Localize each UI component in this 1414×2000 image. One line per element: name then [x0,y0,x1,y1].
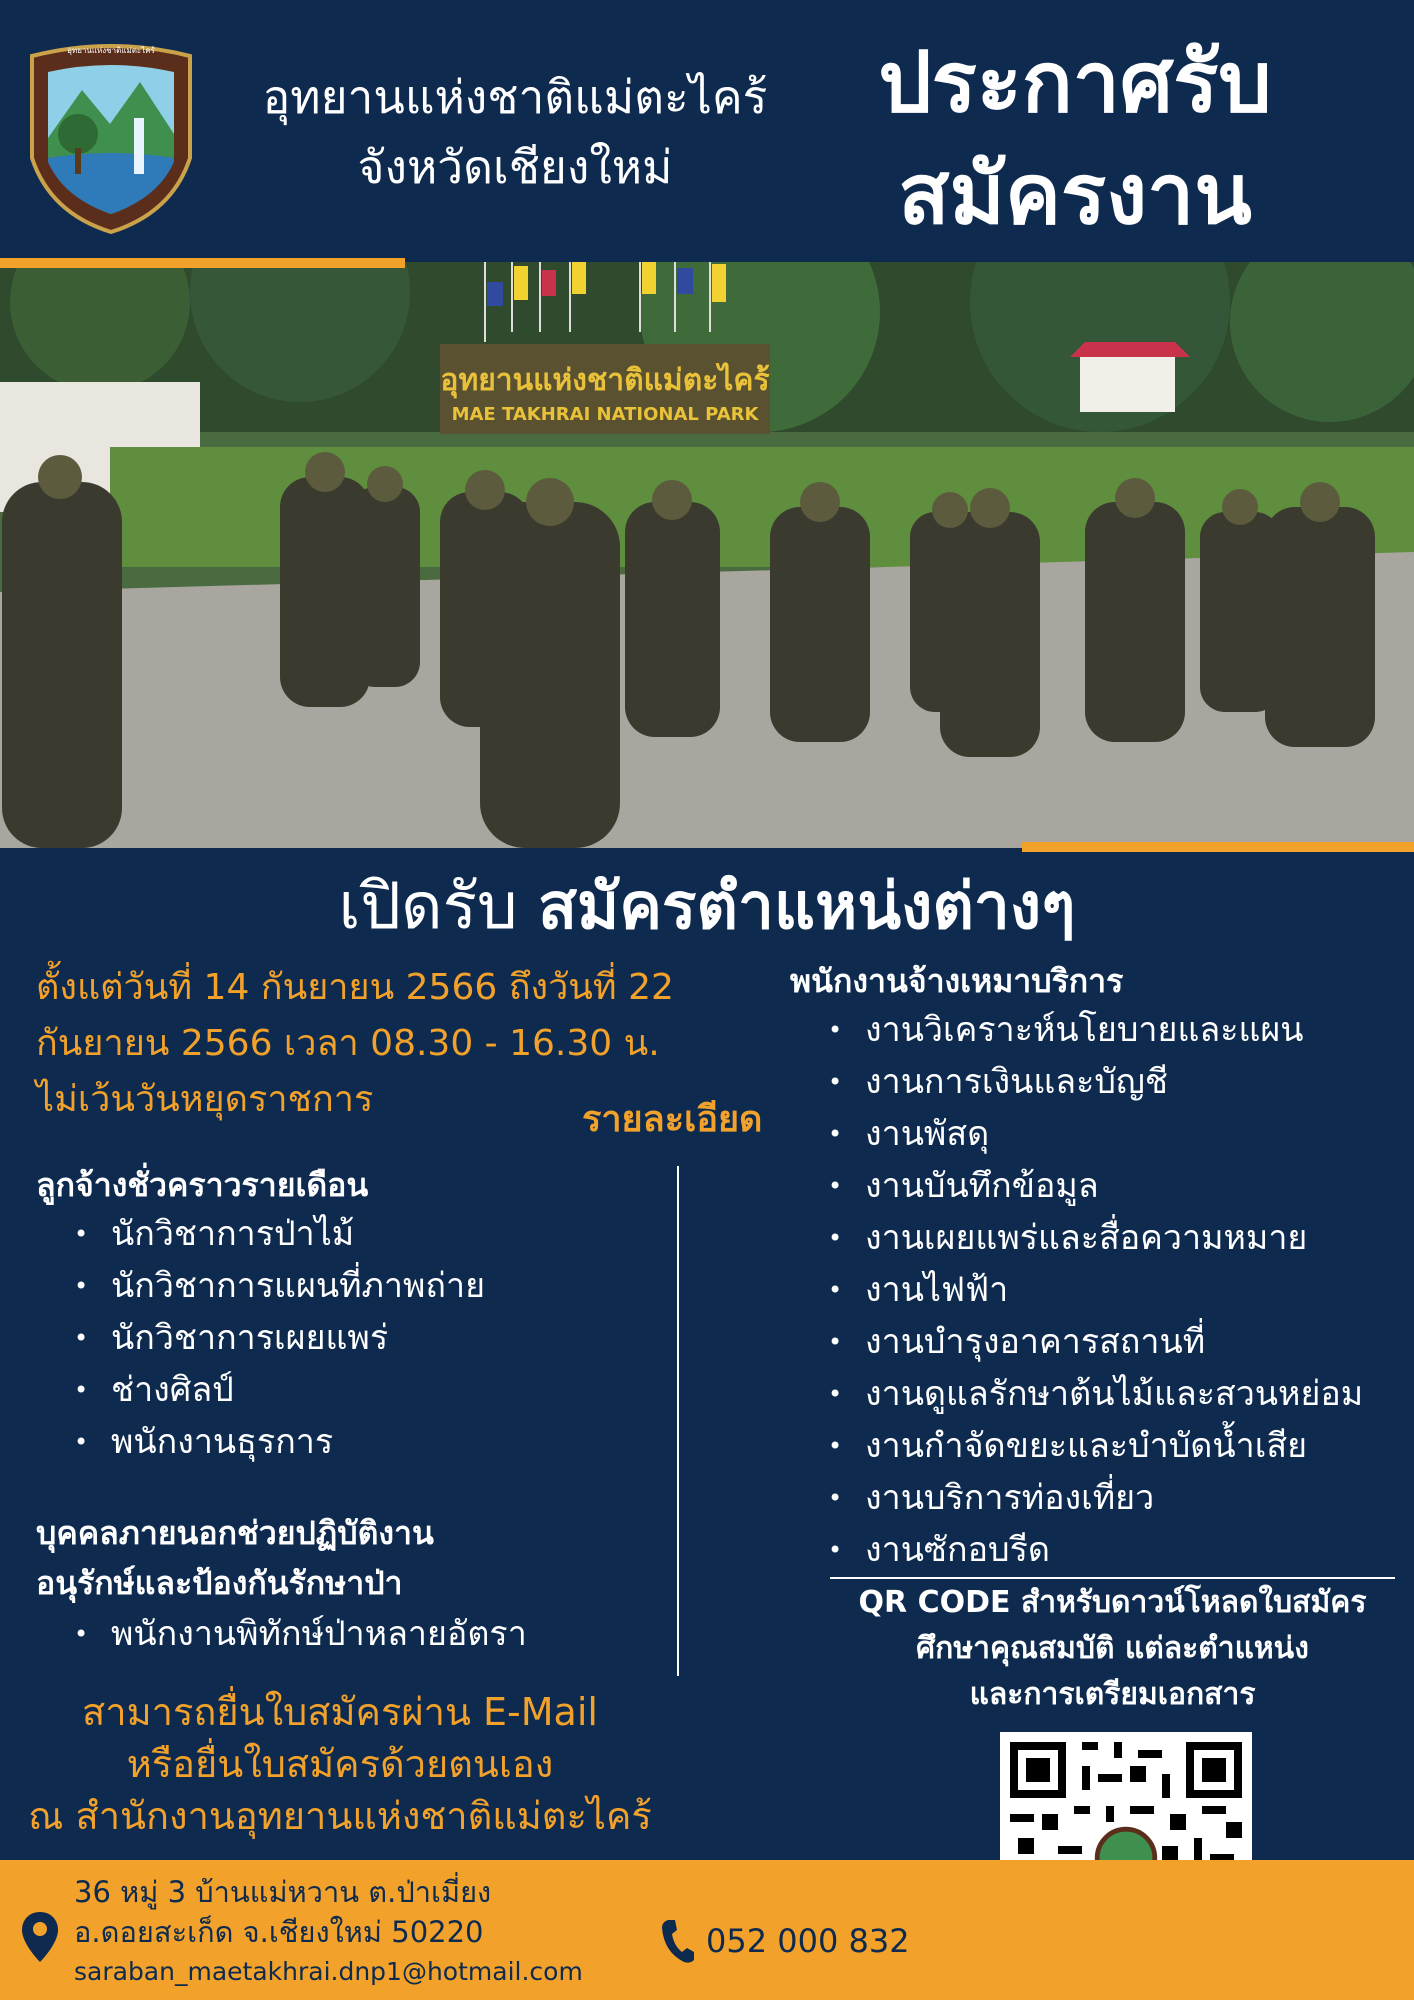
announce-line2: สมัครงาน [898,145,1252,243]
park-logo [22,38,200,234]
announce-title [850,26,1300,250]
apply-line1: สามารถยื่นใบสมัครผ่าน E-Mail [82,1690,598,1734]
park-name-line2: จังหวัดเชียงใหม่ [357,140,673,194]
rangers-photo [0,262,1414,848]
monthly-staff-title: ลูกจ้างชั่วคราวรายเดือน [36,1166,369,1204]
contract-staff-title: พนักงานจ้างเหมาบริการ [790,962,1124,1000]
list-item: • งานการเงินและบัญชี [790,1056,1410,1108]
logo-top-text: อุทยานแห่งชาติแม่ตะไคร้ [67,46,155,55]
qr-caption-line1: QR CODE สำหรับดาวน์โหลดใบสมัคร [858,1585,1367,1620]
list-item: • นักวิชาการป่าไม้ [36,1208,656,1260]
list-item: • งานวิเคราะห์นโยบายและแผน [790,1004,1410,1056]
qr-divider [830,1577,1395,1579]
list-item: • งานเผยแพร่และสื่อความหมาย [790,1212,1410,1264]
orange-accent-bar-middle [1022,842,1414,852]
contract-staff-list [790,1004,1410,1576]
list-item: • นักวิชาการแผนที่ภาพถ่าย [36,1260,656,1312]
address-line2: อ.ดอยสะเก็ด จ.เชียงใหม่ 50220 [74,1915,484,1949]
details-label: รายละเอียด [582,1099,763,1140]
park-name-line1: อุทยานแห่งชาติแม่ตะไคร้ [262,70,768,124]
list-item: • งานดูแลรักษาต้นไม้และสวนหย่อม [790,1368,1410,1420]
apply-instructions [20,1686,660,1842]
open-title-prefix: เปิดรับ [338,870,518,944]
footer-address [74,1872,634,1992]
list-item: • งานไฟฟ้า [790,1264,1410,1316]
open-positions-title [0,862,1414,952]
address-line1: 36 หมู่ 3 บ้านแม่หวาน ต.ป่าเมี่ยง [74,1875,492,1909]
dates-line1: ตั้งแต่วันที่ 14 กันยายน 2566 ถึงวันที่ 22 [36,967,674,1008]
list-item: • งานบันทึกข้อมูล [790,1160,1410,1212]
list-item: • งานกำจัดขยะและบำบัดน้ำเสีย [790,1420,1410,1472]
list-item: • งานซักอบรีด [790,1524,1410,1576]
dates-line2: กันยายน 2566 เวลา 08.30 - 16.30 น. [36,1023,660,1064]
list-item: • พนักงานธุรการ [36,1416,656,1468]
outsider-title-line1: บุคคลภายนอกช่วยปฏิบัติงาน [36,1514,434,1552]
location-pin-icon [20,1910,60,1964]
outsider-title-line2: อนุรักษ์และป้องกันรักษาป่า [36,1564,403,1602]
list-item: • ช่างศิลป์ [36,1364,656,1416]
dates-line3: ไม่เว้นวันหยุดราชการ [36,1079,374,1120]
qr-caption [830,1580,1395,1718]
outsider-list [36,1608,656,1660]
column-divider [677,1166,679,1676]
monthly-staff-list [36,1208,656,1468]
list-item: • พนักงานพิทักษ์ป่าหลายอัตรา [36,1608,656,1660]
list-item: • นักวิชาการเผยแพร่ [36,1312,656,1364]
apply-line2: หรือยื่นใบสมัครด้วยตนเอง [126,1742,554,1786]
orange-accent-bar-top [0,258,405,268]
footer-email[interactable]: saraban_maetakhrai.dnp1@hotmail.com [74,1957,583,1986]
photo-sign-thai: อุทยานแห่งชาติแม่ตะไคร้ [440,363,770,398]
footer [0,1860,1414,2000]
list-item: • งานพัสดุ [790,1108,1410,1160]
announce-line1: ประกาศรับ [878,33,1272,131]
rangers-photo-illustration [0,262,1414,848]
footer-phone[interactable]: 052 000 832 [706,1922,910,1960]
list-item: • งานบำรุงอาคารสถานที่ [790,1316,1410,1368]
photo-sign-english: MAE TAKHRAI NATIONAL PARK [451,404,759,425]
qr-caption-line3: และการเตรียมเอกสาร [969,1677,1256,1712]
phone-icon [660,1918,694,1964]
open-title-bold: สมัครตำแหน่งต่างๆ [537,870,1076,944]
apply-line3: ณ สำนักงานอุทยานแห่งชาติแม่ตะไคร้ [28,1794,652,1838]
qr-caption-line2: ศึกษาคุณสมบัติ แต่ละตำแหน่ง [916,1631,1309,1666]
header [0,0,1414,262]
park-name [220,62,810,202]
outsider-title [36,1508,434,1608]
list-item: • งานบริการท่องเที่ยว [790,1472,1410,1524]
